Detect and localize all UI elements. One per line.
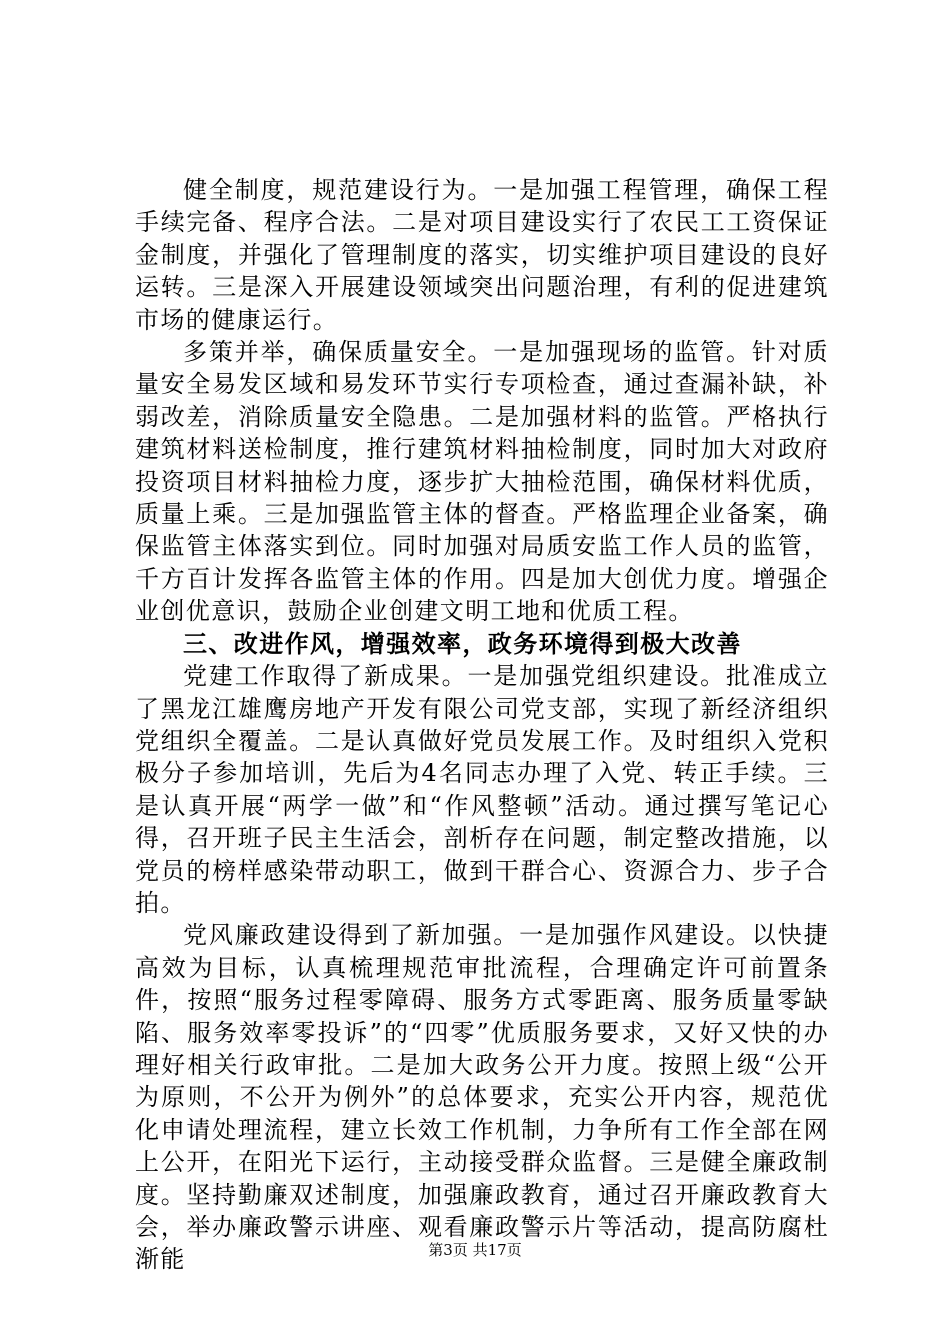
page-footer: 第3页 共17页 [428,1241,522,1259]
paragraph-party-building: 党建工作取得了新成果。一是加强党组织建设。批准成立了黑龙江雄鹰房地产开发有限公司党支部，实现了新经济组织党组织全覆盖。二是认真做好党员发展工作。及时组织入党积极分子参加培训，先后为4名同志办理了入党、转正手续。三是认真开展“两学一做”和“作风整顿”活动。通过撰写笔记心得，召开班子民主生活会，剖析存在问题，制定整改措施，以党员的榜样感染带动职工，做到干群合心、资源合力、步子合拍。 [135,662,829,917]
paragraph-integrity: 党风廉政建设得到了新加强。一是加强作风建设。以快捷高效为目标，认真梳理规范审批流程，合理确定许可前置条件，按照“服务过程零障碍、服务方式零距离、服务质量零缺陷、服务效率零投诉”的“四零”优质服务要求，又好又快的办理好相关行政审批。二是加大政务公开力度。按照上级“公开为原则，不公开为例外”的总体要求，充实公开内容，规范优化申请处理流程，建立长效工作机制，力争所有工作全部在网上公开，在阳光下运行，主动接受群众监督。三是健全廉政制度。坚持勤廉双述制度，加强廉政教育，通过召开廉政教育大会，举办廉政警示讲座、观看廉政警示片等活动，提高防腐杜渐能 [135,921,829,1274]
document-body [135,174,829,1276]
section-heading: 三、改进作风，增强效率，政务环境得到极大改善 [183,629,742,658]
paragraph-quality-safety: 多策并举，确保质量安全。一是加强现场的监管。针对质量安全易发区域和易发环节实行专项检查，通过查漏补缺，补弱改差，消除质量安全隐患。二是加强材料的监管。严格执行建筑材料送检制度，推行建筑材料抽检制度，同时加大对政府投资项目材料抽检力度，逐步扩大抽检范围，确保材料优质，质量上乘。三是加强监管主体的督查。严格监理企业备案，确保监管主体落实到位。同时加强对局质安监工作人员的监管，千方百计发挥各监管主体的作用。四是加大创优力度。增强企业创优意识，鼓励企业创建文明工地和优质工程。 [135,338,829,626]
paragraph-institution: 健全制度，规范建设行为。一是加强工程管理，确保工程手续完备、程序合法。二是对项目建设实行了农民工工资保证金制度，并强化了管理制度的落实，切实维护项目建设的良好运转。三是深入开展建设领域突出问题治理，有利的促进建筑市场的健康运行。 [135,176,829,334]
